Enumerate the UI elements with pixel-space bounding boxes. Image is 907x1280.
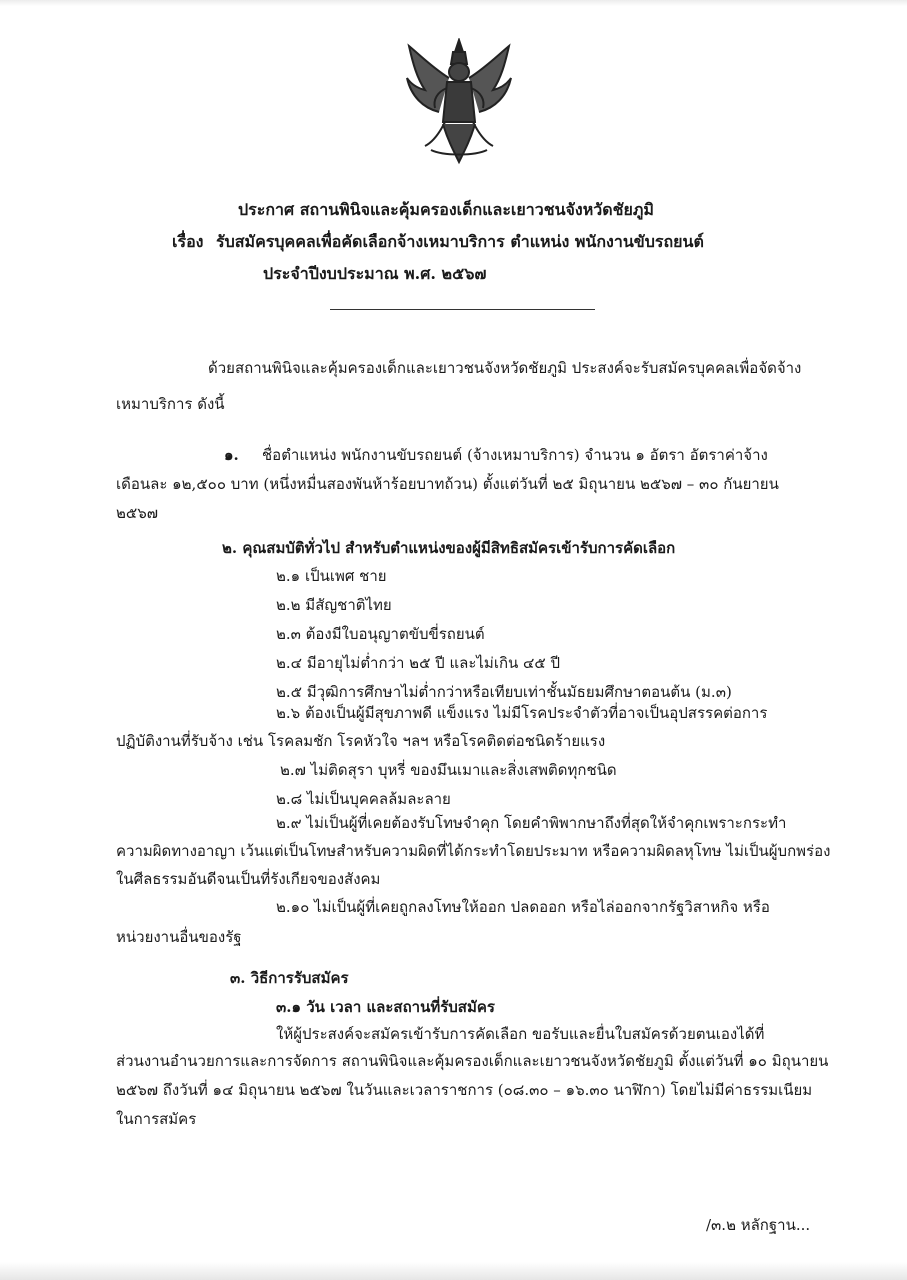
qualification-2-4: ๒.๔ มีอายุไม่ต่ำกว่า ๒๕ ปี และไม่เกิน ๔๕ ปี — [276, 654, 561, 672]
section-3-heading: ๓. วิธีการรับสมัคร — [230, 969, 349, 987]
section-3-1-line-3: ๒๕๖๗ ถึงวันที่ ๑๔ มิถุนายน ๒๕๖๗ ในวันและเวลาราชการ (๐๘.๓๐ – ๑๖.๓๐ นาฬิกา) โดยไม่มีค่าธรรมเนียม — [116, 1081, 813, 1099]
qualification-2-7: ๒.๗ ไม่ติดสุรา บุหรี่ ของมึนเมาและสิ่งเสพติดทุกชนิด — [280, 761, 617, 779]
fiscal-year: ประจำปีงบประมาณ พ.ศ. ๒๕๖๗ — [263, 264, 487, 283]
page-top-edge — [0, 0, 907, 6]
section-1-line-2: เดือนละ ๑๒,๕๐๐ บาท (หนึ่งหมื่นสองพันห้าร้อยบาทถ้วน) ตั้งแต่วันที่ ๒๕ มิถุนายน ๒๕๖๗ – ๓๐ กันยายน — [116, 475, 779, 493]
page-bottom-edge — [0, 1262, 907, 1280]
section-1-line-1: ชื่อตำแหน่ง พนักงานขับรถยนต์ (จ้างเหมาบริการ) จำนวน ๑ อัตรา อัตราค่าจ้าง — [262, 446, 768, 464]
subject-label: เรื่อง — [172, 232, 204, 251]
qualification-2-9-b: ความผิดทางอาญา เว้นแต่เป็นโทษสำหรับความผิดที่ได้กระทำโดยประมาท หรือความผิดลหุโทษ ไม่เป็นผู้บกพร่อง — [116, 842, 831, 860]
qualification-2-1: ๒.๑ เป็นเพศ ชาย — [276, 567, 387, 585]
qualification-2-10-a: ๒.๑๐ ไม่เป็นผู้ที่เคยถูกลงโทษให้ออก ปลดออก หรือไล่ออกจากรัฐวิสาหกิจ หรือ — [276, 898, 770, 916]
qualification-2-6-b: ปฏิบัติงานที่รับจ้าง เช่น โรคลมชัก โรคหัวใจ ฯลฯ หรือโรคติดต่อชนิดร้ายแรง — [116, 732, 606, 750]
section-3-1-line-1: ให้ผู้ประสงค์จะสมัครเข้ารับการคัดเลือก ขอรับและยื่นใบสมัครด้วยตนเองได้ที่ — [276, 1025, 765, 1043]
header-divider — [330, 309, 595, 310]
qualification-2-3: ๒.๓ ต้องมีใบอนุญาตขับขี่รถยนต์ — [276, 625, 485, 643]
qualification-2-5: ๒.๕ มีวุฒิการศึกษาไม่ต่ำกว่าหรือเทียบเท่าชั้นมัธยมศึกษาตอนต้น (ม.๓) — [276, 683, 732, 701]
qualification-2-2: ๒.๒ มีสัญชาติไทย — [276, 596, 392, 614]
section-1-line-3: ๒๕๖๗ — [116, 504, 159, 522]
section-1-number: ๑. — [224, 446, 239, 464]
section-3-1-heading: ๓.๑ วัน เวลา และสถานที่รับสมัคร — [276, 998, 495, 1016]
qualification-2-10-b: หน่วยงานอื่นของรัฐ — [116, 928, 242, 946]
section-3-1-line-2: ส่วนงานอำนวยการและการจัดการ สถานพินิจและคุ้มครองเด็กและเยาวชนจังหวัดชัยภูมิ ตั้งแต่วันที่ ๑๐ มิถุนายน — [116, 1052, 829, 1070]
intro-line-2: เหมาบริการ ดังนี้ — [116, 395, 225, 413]
qualification-2-9-a: ๒.๙ ไม่เป็นผู้ที่เคยต้องรับโทษจำคุก โดยคำพิพากษาถึงที่สุดให้จำคุกเพราะกระทำ — [276, 814, 787, 832]
continued-page-marker: /๓.๒ หลักฐาน... — [706, 1216, 811, 1234]
section-2-heading: ๒. คุณสมบัติทั่วไป สำหรับตำแหน่งของผู้มีสิทธิสมัครเข้ารับการคัดเลือก — [222, 539, 676, 557]
subject-text: รับสมัครบุคคลเพื่อคัดเลือกจ้างเหมาบริการ ตำแหน่ง พนักงานขับรถยนต์ — [216, 232, 704, 251]
qualification-2-9-c: ในศีลธรรมอันดีจนเป็นที่รังเกียจของสังคม — [116, 870, 381, 888]
intro-line-1: ด้วยสถานพินิจและคุ้มครองเด็กและเยาวชนจังหวัดชัยภูมิ ประสงค์จะรับสมัครบุคคลเพื่อจัดจ้าง — [208, 359, 802, 377]
section-3-1-line-4: ในการสมัคร — [116, 1110, 197, 1128]
announcement-title: ประกาศ สถานพินิจและคุ้มครองเด็กและเยาวชนจังหวัดชัยภูมิ — [238, 200, 654, 219]
qualification-2-8: ๒.๘ ไม่เป็นบุคคลล้มละลาย — [276, 790, 451, 808]
qualification-2-6-a: ๒.๖ ต้องเป็นผู้มีสุขภาพดี แข็งแรง ไม่มีโรคประจำตัวที่อาจเป็นอุปสรรคต่อการ — [276, 704, 768, 722]
garuda-emblem-icon — [403, 38, 515, 166]
